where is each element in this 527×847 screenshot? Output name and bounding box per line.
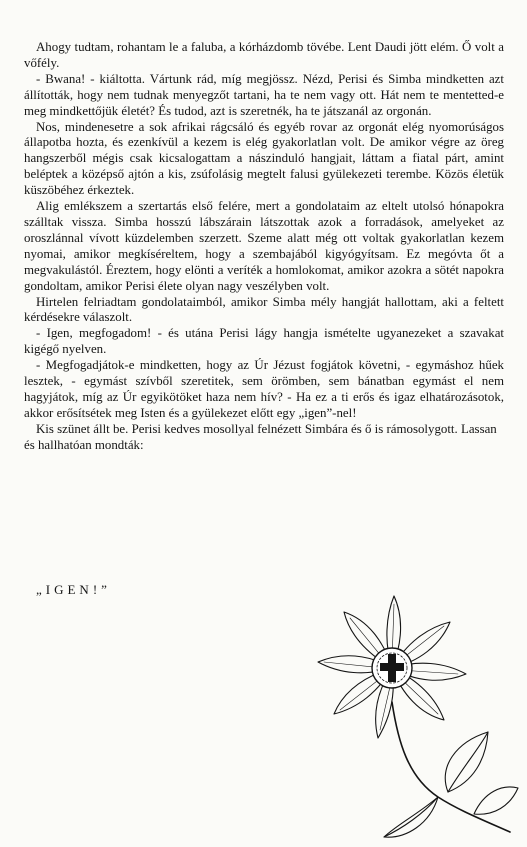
- paragraph-2: - Bwana! - kiáltotta. Vártunk rád, míg megjössz. Nézd, Perisi és Simba mindketten azt állították, hogy nem tudnak menyegzőt tartani, ha te nem vagy ott. Hát nem te mentetted-e meg mindkettőjük életét? És tudod, azt is szeretnék, ha te játszanál az orgonán.: [24, 71, 504, 118]
- body-text: [24, 40, 504, 454]
- paragraph-8: Kis szünet állt be. Perisi kedves mosollyal felnézett Simbára és ő is rámosolygott. Lassan és hallhatóan mondták:: [24, 421, 497, 452]
- paragraph-7: - Megfogadjátok-e mindketten, hogy az Úr Jézust fogjátok követni, - egymáshoz hűek lesztek, - egymást szívből szeretitek, sem örömben, sem bánatban egymást el nem hagyjátok, míg az Úr egyikötöket haza nem hív? - Ha ez a ti erős és igaz elhatározásotok, akkor erősítsétek meg Isten és a gyülekezet előtt egy „igen”-nel!: [24, 358, 504, 420]
- closing-word: „IGEN!”: [36, 582, 111, 597]
- paragraph-6: - Igen, megfogadom! - és utána Perisi lágy hangja ismételte ugyanezeket a szavakat kigégő nyelven.: [24, 326, 504, 357]
- paragraph-3: Nos, mindenesetre a sok afrikai rágcsáló és egyéb rovar az orgonát elég nyomorúságos állapotba hozta, és ezenkívül a kezem is elég gyakorlatlan volt. De amikor végre az öreg hangszerből mégis csak kicsalogattam a nászinduló hangjait, láttam a fiatal párt, amint beléptek a középső ajtón a kis, zsúfolásig megtelt falusi gyülekezeti terembe. Közös életük küszöbéhez érkeztek.: [24, 119, 504, 198]
- flower-with-cross-icon: [288, 592, 520, 842]
- paragraph-1: Ahogy tudtam, rohantam le a faluba, a kórházdomb tövébe. Lent Daudi jött elém. Ő volt a vőfély.: [24, 40, 504, 70]
- paragraph-4: Alig emlékszem a szertartás első felére, mert a gondolataim az eltelt utolsó hónapokra szálltak vissza. Simba hosszú lábszárain látszottak azok a forradások, amelyeket az oroszlánnal vívott küzdelemben szerzett. Szeme alatt még ott voltak gyakorlatlan kezem nyomai, amikor megkíséreltem, hogy a szembajából kigyógyítsam. Ez megóvta őt a megvakulástól. Éreztem, hogy elönti a veríték a homlokomat, amikor azokra a sötét napokra gondoltam, amikor Perisi élete olyan nagy veszélyben volt.: [24, 199, 504, 293]
- paragraph-5: Hirtelen felriadtam gondolataimból, amikor Simba mély hangját hallottam, aki a feltett kérdésekre válaszolt.: [24, 294, 504, 325]
